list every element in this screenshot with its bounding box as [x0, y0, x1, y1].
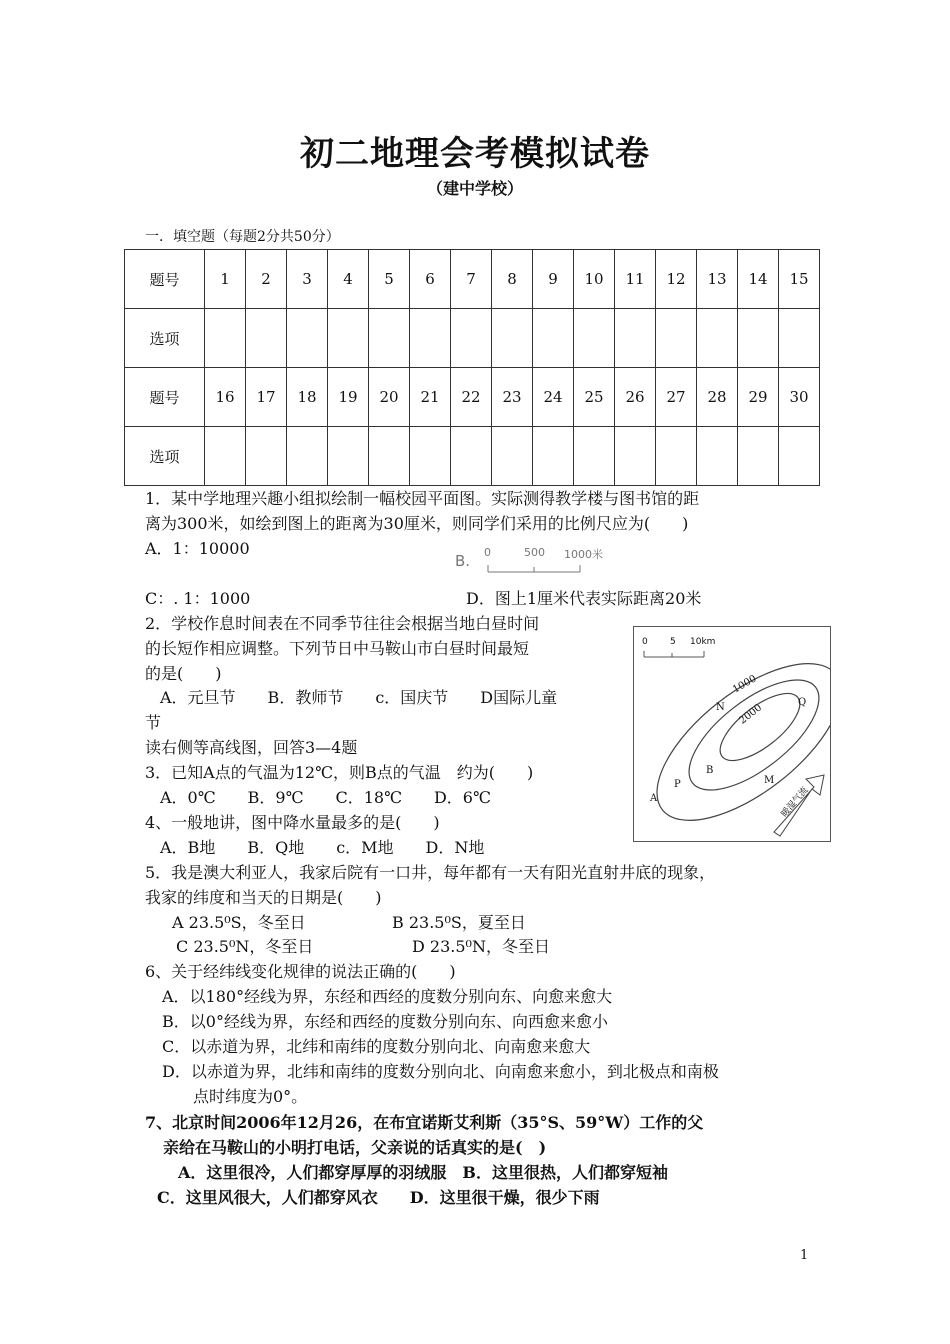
question-number-cell: 16	[205, 368, 246, 427]
q5-option-b: B 23.5⁰S，夏至日	[392, 913, 526, 932]
answer-cell[interactable]	[656, 427, 697, 486]
answer-cell[interactable]	[205, 309, 246, 368]
q6-option-b: B．以0°经线为界，东经和西经的度数分别向东、向西愈来愈小	[162, 1012, 608, 1031]
question-number-cell: 7	[451, 250, 492, 309]
answer-cell[interactable]	[287, 309, 328, 368]
section-heading: 一．填空题（每题2分共50分）	[145, 229, 340, 245]
question-number-cell: 10	[574, 250, 615, 309]
q1-line2: 离为300米，如绘到图上的距离为30厘米，则同学们采用的比例尺应为( )	[145, 514, 689, 533]
question-number-cell: 19	[328, 368, 369, 427]
question-number-cell: 5	[369, 250, 410, 309]
answer-cell[interactable]	[369, 427, 410, 486]
answer-cell[interactable]	[246, 309, 287, 368]
point-a-label: A	[650, 793, 658, 804]
q5-line1: 5．我是澳大利亚人，我家后院有一口井，每年都有一天有阳光直射井底的现象，	[145, 863, 716, 882]
question-number-cell: 15	[779, 250, 820, 309]
question-number-cell: 6	[410, 250, 451, 309]
q6-stem: 6、关于经纬线变化规律的说法正确的( )	[145, 962, 456, 981]
question-number-cell: 21	[410, 368, 451, 427]
answer-cell[interactable]	[738, 427, 779, 486]
q1-option-c: C：. 1：1000	[145, 589, 251, 608]
q1-option-b-label: B.	[455, 552, 471, 570]
contour-map	[633, 626, 831, 842]
q7-line1: 7、北京时间2006年12月26，在布宜诺斯艾利斯（35°S、59°W）工作的父	[145, 1113, 704, 1132]
answer-cell[interactable]	[328, 427, 369, 486]
answer-cell[interactable]	[533, 309, 574, 368]
q6-option-d-line2: 点时纬度为0°。	[193, 1087, 308, 1106]
question-number-cell: 24	[533, 368, 574, 427]
q7-line2: 亲给在马鞍山的小明打电话，父亲说的话真实的是( )	[163, 1138, 547, 1157]
page-title: 初二地理会考模拟试卷	[300, 134, 650, 174]
point-p-label: P	[674, 779, 681, 790]
table-row	[125, 250, 820, 309]
answer-cell[interactable]	[369, 309, 410, 368]
question-number-cell: 18	[287, 368, 328, 427]
q5-option-d: D 23.5⁰N，冬至日	[412, 937, 550, 956]
q6-option-d-line1: D．以赤道为界，北纬和南纬的度数分别向北、向南愈来愈小，到北极点和南极	[162, 1062, 719, 1081]
answer-cell[interactable]	[615, 309, 656, 368]
q3-stem: 3．已知A点的气温为12℃，则B点的气温 约为( )	[145, 763, 534, 782]
question-number-cell: 14	[738, 250, 779, 309]
q2-line2: 的长短作相应调整。下列节日中马鞍山市白昼时间最短	[145, 639, 530, 658]
point-m-label: M	[764, 775, 775, 786]
contour-lines	[634, 627, 830, 841]
question-number-cell: 8	[492, 250, 533, 309]
map-scale-10km: 10km	[690, 637, 716, 647]
question-number-cell: 26	[615, 368, 656, 427]
question-number-cell: 28	[697, 368, 738, 427]
question-number-cell: 1	[205, 250, 246, 309]
answer-cell[interactable]	[492, 309, 533, 368]
q7-options-ab: A．这里很冷，人们都穿厚厚的羽绒服 B．这里很热，人们都穿短袖	[178, 1163, 668, 1182]
question-number-cell: 23	[492, 368, 533, 427]
question-number-cell: 12	[656, 250, 697, 309]
answer-cell[interactable]	[410, 427, 451, 486]
table-row	[125, 309, 820, 368]
question-number-cell: 9	[533, 250, 574, 309]
answer-cell[interactable]	[492, 427, 533, 486]
q1-option-b-scale-bar	[484, 560, 594, 576]
row-label: 选项	[125, 427, 205, 486]
answer-cell[interactable]	[574, 427, 615, 486]
question-number-cell: 2	[246, 250, 287, 309]
question-number-cell: 27	[656, 368, 697, 427]
answer-cell[interactable]	[697, 309, 738, 368]
warm-moist-airflow-label: 暖湿气流	[779, 785, 811, 820]
question-number-cell: 13	[697, 250, 738, 309]
table-row	[125, 368, 820, 427]
q2-options-cont: 节	[145, 713, 162, 732]
q2-line3: 的是( )	[145, 664, 222, 683]
instruction-text: 读右侧等高线图，回答3—4题	[145, 738, 358, 757]
contour-label-1000: 1000	[730, 673, 759, 696]
question-number-cell: 4	[328, 250, 369, 309]
point-q-label: Q	[798, 697, 807, 708]
q6-option-a: A．以180°经线为界，东经和西经的度数分别向东、向愈来愈大	[162, 987, 613, 1006]
q1-option-d: D．图上1厘米代表实际距离20米	[466, 589, 702, 608]
answer-cell[interactable]	[738, 309, 779, 368]
answer-cell[interactable]	[697, 427, 738, 486]
question-number-cell: 29	[738, 368, 779, 427]
q3-options: A．0℃ B．9℃ C．18℃ D．6℃	[160, 788, 491, 807]
q5-option-a: A 23.5⁰S，冬至日	[172, 913, 306, 932]
q5-line2: 我家的纬度和当天的日期是( )	[145, 888, 382, 907]
question-number-cell: 20	[369, 368, 410, 427]
answer-table	[124, 249, 820, 486]
page-number: 1	[800, 1248, 809, 1263]
table-row	[125, 427, 820, 486]
answer-cell[interactable]	[779, 427, 820, 486]
q1-line1: 1．某中学地理兴趣小组拟绘制一幅校园平面图。实际测得教学楼与图书馆的距	[145, 489, 700, 508]
q2-options: A．元旦节 B．教师节 c．国庆节 D国际儿童	[160, 688, 558, 707]
school-name: （建中学校）	[426, 179, 523, 198]
answer-cell[interactable]	[574, 309, 615, 368]
scale-tick-1000: 1000米	[564, 548, 603, 561]
map-scale-5: 5	[670, 637, 676, 647]
q5-option-c: C 23.5⁰N，冬至日	[176, 937, 314, 956]
q4-options: A．B地 B．Q地 c．M地 D．N地	[160, 838, 485, 857]
row-label: 选项	[125, 309, 205, 368]
point-b-label: B	[706, 765, 714, 776]
map-scale-0: 0	[642, 637, 648, 647]
answer-cell[interactable]	[205, 427, 246, 486]
question-number-cell: 3	[287, 250, 328, 309]
answer-cell[interactable]	[410, 309, 451, 368]
question-number-cell: 30	[779, 368, 820, 427]
row-label: 题号	[125, 250, 205, 309]
question-number-cell: 22	[451, 368, 492, 427]
q4-stem: 4、一般地讲，图中降水量最多的是( )	[145, 813, 440, 832]
answer-cell[interactable]	[451, 427, 492, 486]
q6-option-c: C．以赤道为界，北纬和南纬的度数分别向北、向南愈来愈大	[162, 1037, 591, 1056]
scale-tick-500: 500	[524, 546, 545, 559]
answer-cell[interactable]	[533, 427, 574, 486]
q7-options-cd: C．这里风很大，人们都穿风衣 D．这里很干燥，很少下雨	[157, 1188, 600, 1207]
row-label: 题号	[125, 368, 205, 427]
question-number-cell: 11	[615, 250, 656, 309]
point-n-label: N	[716, 702, 725, 713]
q2-line1: 2．学校作息时间表在不同季节往往会根据当地白昼时间	[145, 614, 540, 633]
answer-cell[interactable]	[656, 309, 697, 368]
answer-cell[interactable]	[615, 427, 656, 486]
answer-cell[interactable]	[287, 427, 328, 486]
answer-cell[interactable]	[328, 309, 369, 368]
contour-label-2000: 2000	[737, 702, 765, 727]
q1-option-a: A．1：10000	[145, 539, 250, 558]
question-number-cell: 17	[246, 368, 287, 427]
scale-tick-0: 0	[484, 546, 491, 559]
answer-cell[interactable]	[246, 427, 287, 486]
answer-cell[interactable]	[451, 309, 492, 368]
answer-cell[interactable]	[779, 309, 820, 368]
question-number-cell: 25	[574, 368, 615, 427]
